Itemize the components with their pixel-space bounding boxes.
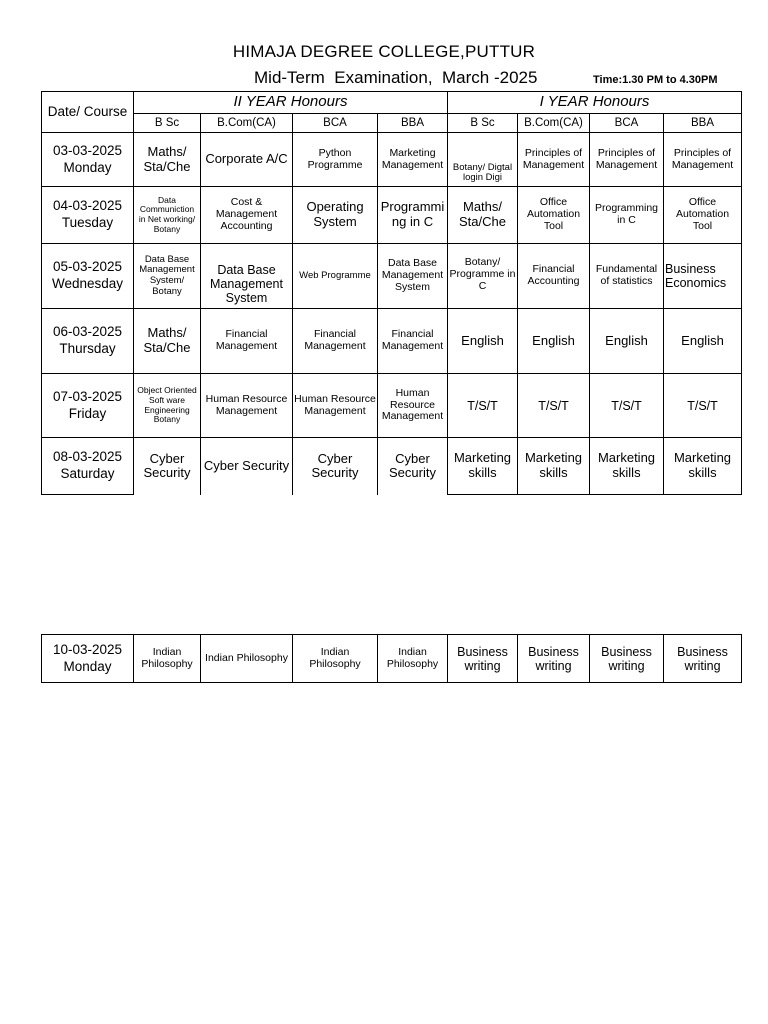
date-course-header: Date/ Course [42, 92, 134, 133]
subject-cell: Business writing [518, 635, 590, 683]
course-header: BCA [590, 114, 664, 133]
subject-cell: Web Programme [293, 244, 378, 309]
subject-cell: Corporate A/C [201, 133, 293, 187]
exam-date: 08-03-2025 Saturday [42, 438, 134, 495]
subject-cell: Indian Philosophy [201, 635, 293, 683]
subject-cell: Data Base Management System [378, 244, 448, 309]
course-header: B Sc [448, 114, 518, 133]
subject-cell: Indian Philosophy [378, 635, 448, 683]
subject-cell: Financial Management [201, 309, 293, 374]
college-name: HIMAJA DEGREE COLLEGE,PUTTUR [232, 42, 536, 61]
table-row [42, 635, 742, 683]
exam-title: Mid-Term Examination, March -2025 [254, 68, 538, 87]
course-header: B.Com(CA) [518, 114, 590, 133]
course-header: BCA [293, 114, 378, 133]
course-header: B.Com(CA) [201, 114, 293, 133]
subject-cell: Marketing Management [378, 133, 448, 187]
course-header-row [42, 114, 742, 133]
exam-time: Time:1.30 PM to 4.30PM [593, 74, 718, 86]
table-row [42, 187, 742, 244]
subject-cell: Financial Management [293, 309, 378, 374]
subject-cell: Principles of Management [664, 133, 742, 187]
subject-cell: Business writing [448, 635, 518, 683]
course-header: BBA [378, 114, 448, 133]
subject-cell: Programmi ng in C [378, 187, 448, 244]
exam-date: 04-03-2025 Tuesday [42, 187, 134, 244]
subject-cell: Fundamental of statistics [590, 244, 664, 309]
subject-cell: Cyber Security [293, 438, 378, 495]
subject-cell: T/S/T [664, 374, 742, 438]
table-row [42, 309, 742, 374]
subject-cell: Maths/ Sta/Che [134, 309, 201, 374]
timetable [41, 91, 742, 495]
subject-cell: Object Oriented Soft ware Engineering Botany [134, 374, 201, 438]
subject-cell: Financial Management [378, 309, 448, 374]
subject-cell: Operating System [293, 187, 378, 244]
subject-cell: English [590, 309, 664, 374]
exam-date: 10-03-2025 Monday [42, 635, 134, 683]
subject-cell: T/S/T [590, 374, 664, 438]
exam-date: 06-03-2025 Thursday [42, 309, 134, 374]
subject-cell: Human Resource Management [201, 374, 293, 438]
subject-cell: Programming in C [590, 187, 664, 244]
subject-cell: T/S/T [518, 374, 590, 438]
subject-cell: English [664, 309, 742, 374]
subject-cell: Human Resource Management [293, 374, 378, 438]
subject-cell: Indian Philosophy [134, 635, 201, 683]
subject-cell: Python Programme [293, 133, 378, 187]
exam-date: 03-03-2025 Monday [42, 133, 134, 187]
exam-date: 05-03-2025 Wednesday [42, 244, 134, 309]
subject-cell: Principles of Management [590, 133, 664, 187]
subject-cell: Business writing [664, 635, 742, 683]
subject-cell: Business Economics [664, 244, 742, 309]
subject-cell: Principles of Management [518, 133, 590, 187]
subject-cell: Financial Accounting [518, 244, 590, 309]
year-header-row [42, 92, 742, 114]
subject-cell: Maths/ Sta/Che [448, 187, 518, 244]
course-header: BBA [664, 114, 742, 133]
subject-cell: Data Base Management System/ Botany [134, 244, 201, 309]
subject-cell: Marketing skills [518, 438, 590, 495]
subject-cell: Cost & Management Accounting [201, 187, 293, 244]
subject-cell: Human Resource Management [378, 374, 448, 438]
subject-cell: Data Communiction in Net working/ Botany [134, 187, 201, 244]
year2-header: II YEAR Honours [134, 92, 448, 114]
subject-cell: Botany/ Digtal login Digi [448, 133, 518, 187]
subject-cell: Indian Philosophy [293, 635, 378, 683]
subject-cell: English [448, 309, 518, 374]
subject-cell: Business writing [590, 635, 664, 683]
course-header: B Sc [134, 114, 201, 133]
timetable-continued [41, 634, 742, 683]
subject-cell: Maths/ Sta/Che [134, 133, 201, 187]
subject-cell: Cyber Security [201, 438, 293, 495]
subject-cell: English [518, 309, 590, 374]
subject-cell: T/S/T [448, 374, 518, 438]
subject-cell: Marketing skills [448, 438, 518, 495]
subject-cell: Office Automation Tool [518, 187, 590, 244]
year1-header: I YEAR Honours [448, 92, 742, 114]
table-row [42, 438, 742, 495]
subject-cell: Marketing skills [664, 438, 742, 495]
subject-cell: Cyber Security [134, 438, 201, 495]
subject-cell: Cyber Security [378, 438, 448, 495]
subject-cell: Marketing skills [590, 438, 664, 495]
subject-cell: Botany/ Programme in C [448, 244, 518, 309]
subject-cell: Data Base Management System [201, 244, 293, 309]
subject-cell: Office Automation Tool [664, 187, 742, 244]
table-row [42, 133, 742, 187]
table-row [42, 374, 742, 438]
table-row [42, 244, 742, 309]
exam-date: 07-03-2025 Friday [42, 374, 134, 438]
